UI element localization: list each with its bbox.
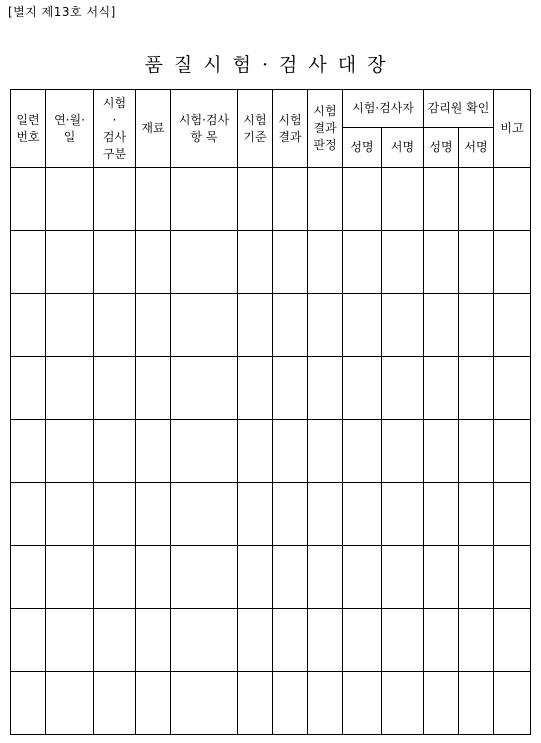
table-row (11, 357, 531, 420)
table-row (11, 609, 531, 672)
table-row (11, 294, 531, 357)
header-test-item: 시험·검사 항 목 (171, 90, 238, 168)
table-row (11, 672, 531, 735)
table-cell[interactable] (459, 168, 494, 231)
table-cell[interactable] (46, 420, 94, 483)
table-cell[interactable] (494, 294, 531, 357)
table-cell[interactable] (11, 609, 46, 672)
table-cell[interactable] (94, 168, 136, 231)
table-cell[interactable] (308, 357, 343, 420)
table-cell[interactable] (11, 168, 46, 231)
table-cell[interactable] (494, 546, 531, 609)
table-cell[interactable] (238, 672, 273, 735)
table-cell[interactable] (273, 672, 308, 735)
table-cell[interactable] (46, 672, 94, 735)
table-cell[interactable] (46, 546, 94, 609)
header-serial-number: 일련 번호 (11, 90, 46, 168)
table-cell[interactable] (308, 231, 343, 294)
table-cell[interactable] (382, 483, 424, 546)
table-cell[interactable] (273, 609, 308, 672)
table-cell[interactable] (424, 483, 459, 546)
table-cell[interactable] (459, 609, 494, 672)
table-cell[interactable] (238, 420, 273, 483)
table-cell[interactable] (273, 420, 308, 483)
table-cell[interactable] (459, 357, 494, 420)
table-cell[interactable] (11, 294, 46, 357)
table-cell[interactable] (494, 168, 531, 231)
table-cell[interactable] (11, 546, 46, 609)
header-test-category: 시험 · 검사 구분 (94, 90, 136, 168)
table-cell[interactable] (382, 231, 424, 294)
table-cell[interactable] (459, 483, 494, 546)
document-title: 품질시험·검사대장 (144, 54, 397, 76)
table-cell[interactable] (494, 357, 531, 420)
header-test-result: 시험 결과 (273, 90, 308, 168)
table-cell[interactable] (136, 231, 171, 294)
table-cell[interactable] (46, 231, 94, 294)
table-cell[interactable] (136, 546, 171, 609)
table-cell[interactable] (136, 357, 171, 420)
table-cell[interactable] (136, 483, 171, 546)
table-cell[interactable] (171, 672, 238, 735)
table-cell[interactable] (494, 672, 531, 735)
table-cell[interactable] (424, 294, 459, 357)
quality-test-ledger-table (10, 89, 531, 735)
table-cell[interactable] (494, 231, 531, 294)
table-cell[interactable] (382, 672, 424, 735)
table-cell[interactable] (238, 546, 273, 609)
table-cell[interactable] (94, 546, 136, 609)
table-cell[interactable] (11, 357, 46, 420)
table-cell[interactable] (273, 231, 308, 294)
table-cell[interactable] (46, 483, 94, 546)
table-cell[interactable] (94, 672, 136, 735)
header-supervisor-signature: 서명 (459, 128, 494, 168)
header-supervisor-group: 감리원 확인 (424, 90, 494, 128)
table-cell[interactable] (11, 231, 46, 294)
header-remarks: 비고 (494, 90, 531, 168)
table-row (11, 231, 531, 294)
table-cell[interactable] (171, 546, 238, 609)
table-cell[interactable] (273, 294, 308, 357)
table-cell[interactable] (11, 672, 46, 735)
table-cell[interactable] (94, 609, 136, 672)
table-cell[interactable] (11, 483, 46, 546)
table-cell[interactable] (343, 231, 382, 294)
table-cell[interactable] (343, 420, 382, 483)
table-cell[interactable] (308, 483, 343, 546)
header-inspector-group: 시험·검사자 (343, 90, 424, 128)
table-cell[interactable] (343, 294, 382, 357)
header-inspector-name: 성명 (343, 128, 382, 168)
table-cell[interactable] (273, 357, 308, 420)
table-cell[interactable] (94, 294, 136, 357)
table-cell[interactable] (308, 546, 343, 609)
table-cell[interactable] (424, 168, 459, 231)
table-cell[interactable] (424, 609, 459, 672)
header-material: 재료 (136, 90, 171, 168)
table-cell[interactable] (46, 609, 94, 672)
header-result-judgment: 시험 결과 판정 (308, 90, 343, 168)
table-cell[interactable] (171, 294, 238, 357)
table-cell[interactable] (343, 357, 382, 420)
table-cell[interactable] (308, 420, 343, 483)
table-cell[interactable] (382, 546, 424, 609)
table-cell[interactable] (308, 168, 343, 231)
table-cell[interactable] (46, 168, 94, 231)
header-supervisor-name: 성명 (424, 128, 459, 168)
table-cell[interactable] (459, 420, 494, 483)
table-cell[interactable] (343, 609, 382, 672)
table-cell[interactable] (171, 420, 238, 483)
table-cell[interactable] (459, 546, 494, 609)
table-cell[interactable] (459, 294, 494, 357)
table-cell[interactable] (136, 609, 171, 672)
table-cell[interactable] (308, 672, 343, 735)
table-cell[interactable] (238, 609, 273, 672)
table-cell[interactable] (343, 672, 382, 735)
table-cell[interactable] (238, 231, 273, 294)
table-cell[interactable] (46, 357, 94, 420)
table-cell[interactable] (171, 357, 238, 420)
table-cell[interactable] (171, 168, 238, 231)
table-cell[interactable] (494, 420, 531, 483)
table-cell[interactable] (494, 483, 531, 546)
table-cell[interactable] (382, 168, 424, 231)
table-cell[interactable] (343, 168, 382, 231)
table-cell[interactable] (136, 168, 171, 231)
table-cell[interactable] (424, 546, 459, 609)
table-cell[interactable] (273, 168, 308, 231)
table-row (11, 420, 531, 483)
table-cell[interactable] (238, 294, 273, 357)
table-cell[interactable] (343, 483, 382, 546)
table-cell[interactable] (494, 609, 531, 672)
header-date: 연·월· 일 (46, 90, 94, 168)
table-cell[interactable] (94, 231, 136, 294)
table-cell[interactable] (238, 357, 273, 420)
table-cell[interactable] (273, 483, 308, 546)
header-inspector-signature: 서명 (382, 128, 424, 168)
table-cell[interactable] (273, 546, 308, 609)
table-cell[interactable] (238, 483, 273, 546)
ledger-body (11, 168, 531, 735)
table-cell[interactable] (171, 483, 238, 546)
table-cell[interactable] (308, 294, 343, 357)
table-cell[interactable] (382, 294, 424, 357)
table-cell[interactable] (46, 294, 94, 357)
table-cell[interactable] (94, 420, 136, 483)
table-cell[interactable] (11, 420, 46, 483)
table-cell[interactable] (424, 420, 459, 483)
table-cell[interactable] (459, 672, 494, 735)
table-cell[interactable] (424, 231, 459, 294)
table-cell[interactable] (136, 420, 171, 483)
table-cell[interactable] (94, 357, 136, 420)
header-test-standard: 시험 기준 (238, 90, 273, 168)
table-cell[interactable] (459, 231, 494, 294)
table-cell[interactable] (171, 609, 238, 672)
table-cell[interactable] (343, 546, 382, 609)
table-row (11, 168, 531, 231)
form-number-label: [별지 제13호 서식] (8, 5, 116, 19)
table-cell[interactable] (136, 294, 171, 357)
table-cell[interactable] (136, 672, 171, 735)
table-cell[interactable] (171, 231, 238, 294)
table-cell[interactable] (424, 672, 459, 735)
table-cell[interactable] (382, 609, 424, 672)
table-row (11, 546, 531, 609)
table-cell[interactable] (238, 168, 273, 231)
table-cell[interactable] (382, 420, 424, 483)
table-cell[interactable] (94, 483, 136, 546)
table-cell[interactable] (424, 357, 459, 420)
table-row (11, 483, 531, 546)
table-cell[interactable] (382, 357, 424, 420)
table-cell[interactable] (308, 609, 343, 672)
